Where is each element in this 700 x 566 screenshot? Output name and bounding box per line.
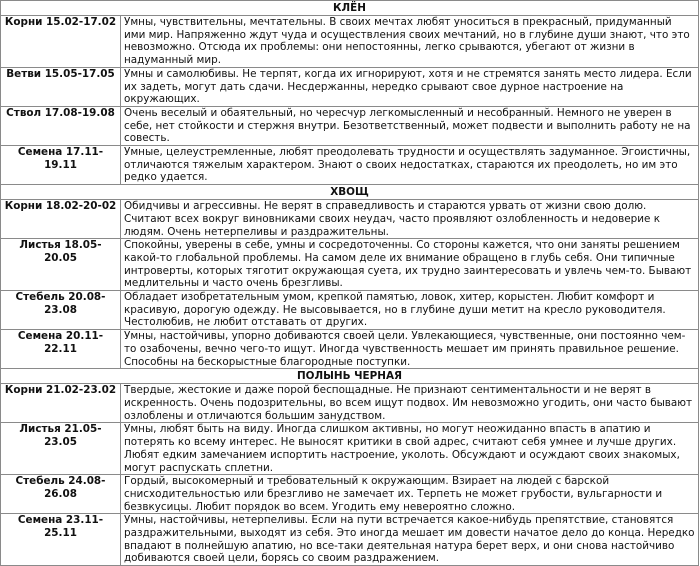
period-description: Обладает изобретательным умом, крепкой памятью, ловок, хитер, корыстен. Любит комфорт и красивую, дорогую одежду. Не высовывается, но в глубине души метит на кресло руководителя. Честолюбив, не любит отставать от других.	[121, 291, 699, 330]
period-description: Умны и самолюбивы. Не терпят, когда их игнорируют, хотя и не стремятся занять место лидера. Если их задеть, могут дать сдачи. Несдержанны, нередко срывают свое дурное настроение на окружающих.	[121, 67, 699, 106]
period-description: Умные, целеустремленные, любят преодолевать трудности и осуществлять задуманное. Эгоистичны, отличаются тяжелым характером. Знают о своих недостатках, стараются их преодолеть, но им это редко удается.	[121, 146, 699, 185]
period-description: Твердые, жестокие и даже порой беспощадные. Не признают сентиментальности и не верят в искренность. Очень подозрительны, во всем ищут подвох. Им невозможно угодить, они часто бывают озлоблены и отличаются большим занудством.	[121, 384, 699, 423]
section-header-row	[1, 185, 699, 200]
period-label: Корни 21.02-23.02	[1, 384, 121, 423]
period-description: Умны, настойчивы, упорно добиваются своей цели. Увлекающиеся, чувственные, они постоянно чем-то озабочены, вечно чего-то ищут. Иногда чувственность мешает им принять правильное решение. Способны на бескорыстные благородные поступки.	[121, 330, 699, 369]
period-label: Корни 18.02-20-02	[1, 200, 121, 239]
period-description: Очень веселый и обаятельный, но чересчур легкомысленный и несобранный. Немного не уверен в себе, нет стойкости и стержня внутри. Безответственный, может подвести и выполнить работу не на совесть.	[121, 106, 699, 145]
table-row	[1, 146, 699, 185]
period-description: Умны, настойчивы, нетерпеливы. Если на пути встречается какое-нибудь препятствие, становятся раздражительными, выходят из себя. Это иногда мешает им довести начатое дело до конца. Нередко впадают в полнейшую апатию, но все-таки деятельная натура берет верх, и они снова настойчиво добиваются своей цели, борясь со своим раздражением.	[121, 514, 699, 566]
period-description: Обидчивы и агрессивны. Не верят в справедливость и стараются урвать от жизни свою долю. Считают всех вокруг виновниками своих неудач, часто проявляют озлобленность и недоверие к людям. Очень нетерпеливы и раздражительны.	[121, 200, 699, 239]
table-row	[1, 330, 699, 369]
period-description: Умны, чувствительны, мечтательны. В своих мечтах любят уноситься в прекрасный, придуманный ими мир. Напряженно ждут чуда и осуществления своих мечтаний, но в глубине души знают, что это невозможно. Отсюда их проблемы: они непостоянны, легко срываются, убегают от жизни в надуманный мир.	[121, 16, 699, 68]
period-label: Семена 20.11-22.11	[1, 330, 121, 369]
section-header-row	[1, 369, 699, 384]
table-row	[1, 16, 699, 68]
table-row	[1, 384, 699, 423]
table-row	[1, 239, 699, 291]
table-row	[1, 106, 699, 145]
section-title: ПОЛЫНЬ ЧЕРНАЯ	[1, 369, 699, 384]
period-label: Ствол 17.08-19.08	[1, 106, 121, 145]
section-header-row	[1, 1, 699, 16]
section-title: КЛЁН	[1, 1, 699, 16]
table-row	[1, 514, 699, 566]
period-label: Корни 15.02-17.02	[1, 16, 121, 68]
period-label: Стебель 24.08-26.08	[1, 475, 121, 514]
period-label: Ветви 15.05-17.05	[1, 67, 121, 106]
period-label: Листья 21.05-23.05	[1, 423, 121, 475]
section-title: ХВОЩ	[1, 185, 699, 200]
period-description: Спокойны, уверены в себе, умны и сосредоточенны. Со стороны кажется, что они заняты решением какой-то глобальной проблемы. На самом деле их внимание обращено в глубь себя. Они типичные интроверты, которых тяготит окружающая суета, их трудно заинтересовать и увлечь чем-то. Бывают медлительны и часто очень брезгливы.	[121, 239, 699, 291]
period-description: Умны, любят быть на виду. Иногда слишком активны, но могут неожиданно впасть в апатию и потерять ко всему интерес. Не выносят критики в свой адрес, считают себя умнее и лучше других. Любят едким замечанием испортить настроение, уколоть. Обсуждают и осуждают своих знакомых, могут распускать сплетни.	[121, 423, 699, 475]
table-row	[1, 67, 699, 106]
table-row	[1, 200, 699, 239]
table-row	[1, 475, 699, 514]
period-description: Гордый, высокомерный и требовательный к окружающим. Взирает на людей с барской снисходительностью или брезгливо не замечает их. Терпеть не может грубости, вульгарности и безвкусицы. Любит порядок во всем. Угодить ему невероятно сложно.	[121, 475, 699, 514]
period-label: Семена 17.11-19.11	[1, 146, 121, 185]
period-label: Листья 18.05-20.05	[1, 239, 121, 291]
period-label: Семена 23.11-25.11	[1, 514, 121, 566]
table-row	[1, 291, 699, 330]
period-label: Стебель 20.08-23.08	[1, 291, 121, 330]
table-row	[1, 423, 699, 475]
